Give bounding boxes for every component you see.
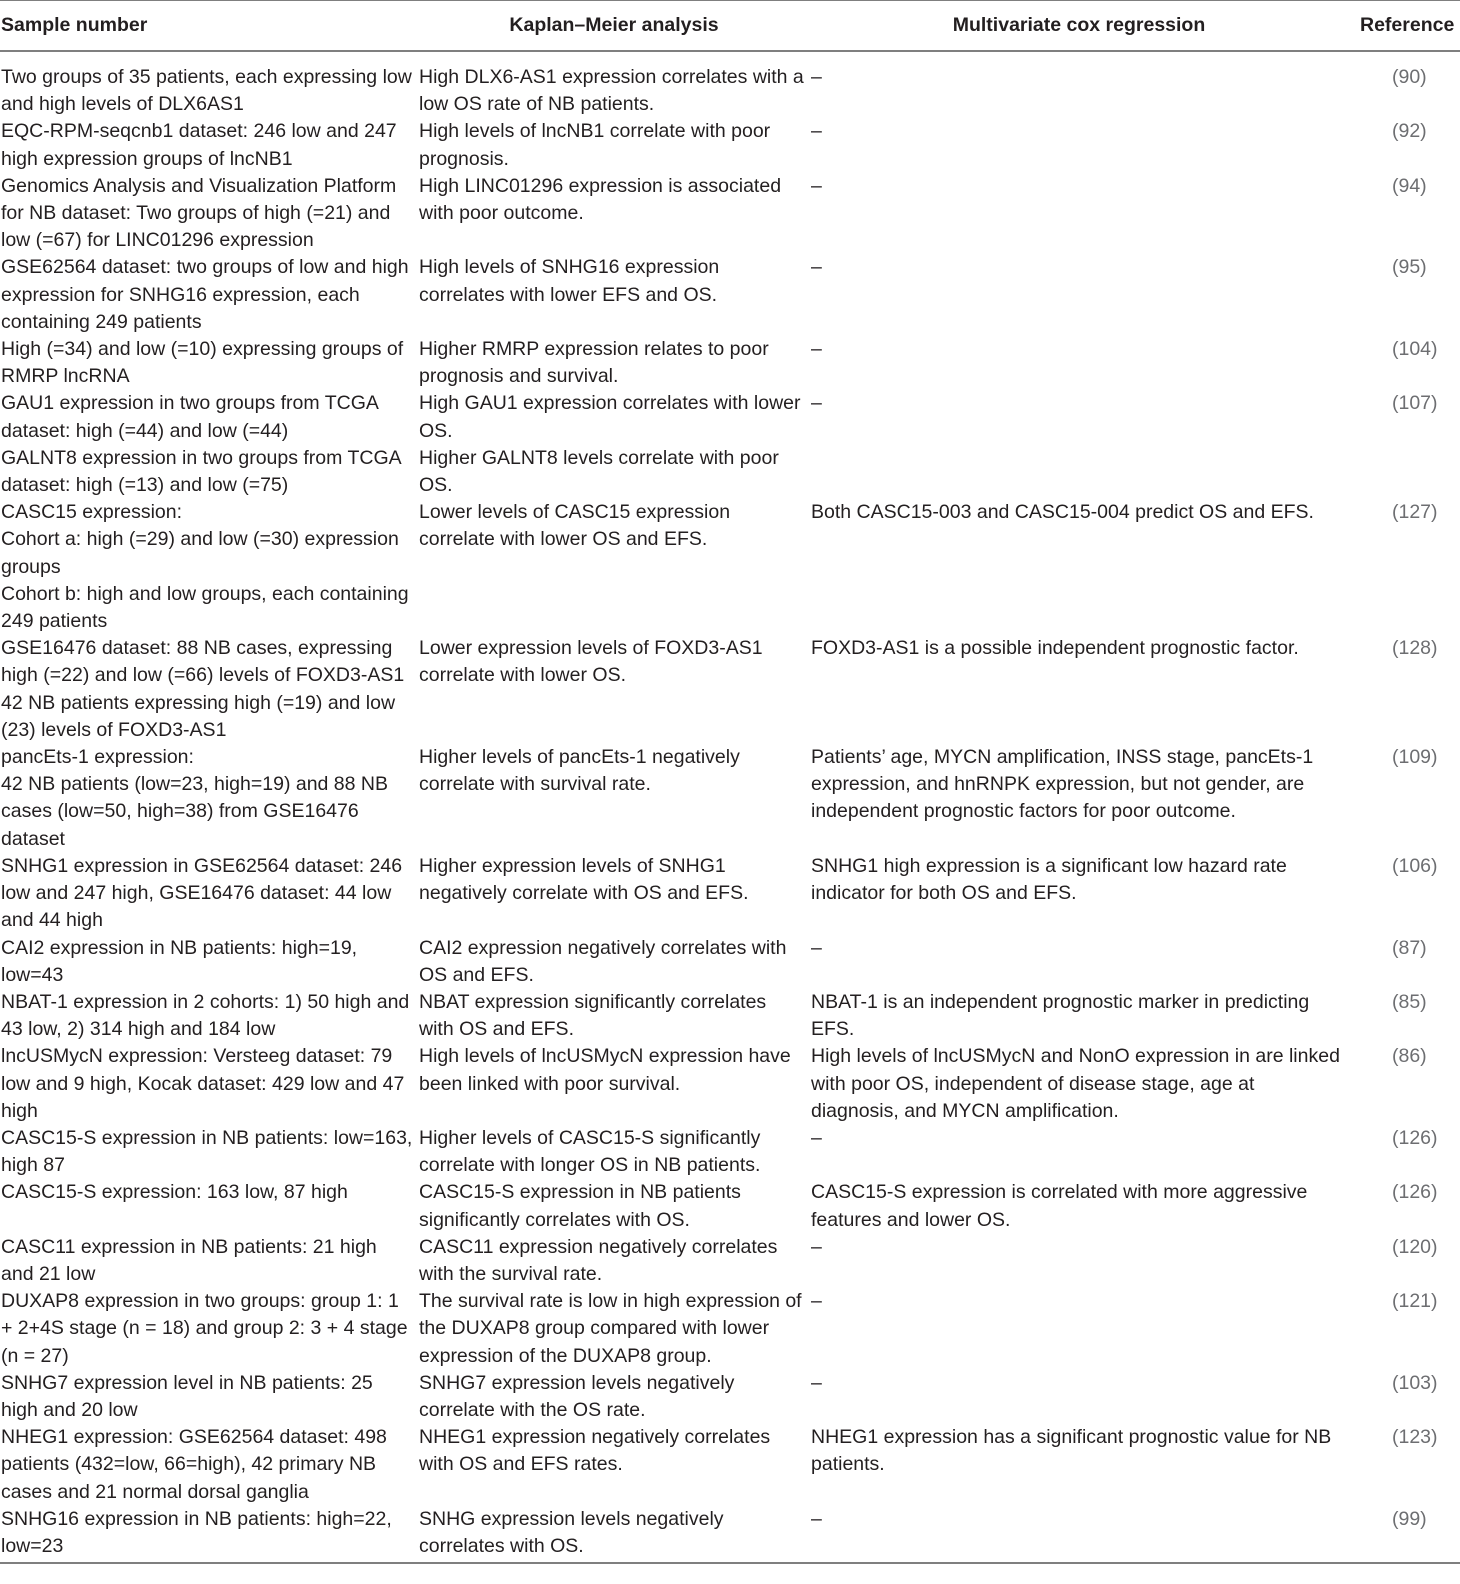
cell-kaplan-meier: The survival rate is low in high expression of the DUXAP8 group compared with lower expression of the DUXAP8 group. [419, 1290, 802, 1367]
cell-reference: (121) [1392, 1290, 1438, 1313]
cell-reference: (123) [1392, 1426, 1438, 1449]
cell-kaplan-meier: High levels of SNHG16 expression correlates with lower EFS and OS. [419, 256, 720, 306]
cell-reference: (106) [1392, 854, 1438, 877]
table-row [0, 173, 1460, 255]
cell-cox-regression: – [811, 174, 822, 197]
table-row [0, 1424, 1460, 1506]
cell-cox-regression: – [811, 1126, 822, 1149]
cell-kaplan-meier: Higher RMRP expression relates to poor prognosis and survival. [419, 338, 769, 388]
cell-sample: SNHG1 expression in GSE62564 dataset: 246 low and 247 high, GSE16476 dataset: 44 low and 44 high [1, 854, 403, 932]
cell-kaplan-meier: SNHG expression levels negatively correlates with OS. [418, 1506, 810, 1563]
cell-cox-regression: – [811, 936, 822, 959]
cell-sample: SNHG16 expression in NB patients: high=22, low=23 [0, 1506, 418, 1563]
cell-kaplan-meier: High levels of lncUSMycN expression have been linked with poor survival. [419, 1045, 791, 1095]
cell-reference: (86) [1392, 1045, 1427, 1068]
cell-cox-regression: – [811, 1290, 822, 1313]
table-row [0, 635, 1460, 744]
cell-sample: GSE62564 dataset: two groups of low and high expression for SNHG16 expression, each containing 249 patients [1, 256, 409, 333]
cell-kaplan-meier: Lower levels of CASC15 expression correlate with lower OS and EFS. [419, 501, 731, 551]
cell-sample: High (=34) and low (=10) expressing groups of RMRP lncRNA [1, 338, 404, 388]
table-row [0, 1506, 1460, 1563]
cell-kaplan-meier: SNHG7 expression levels negatively correlate with the OS rate. [419, 1371, 735, 1421]
header-row [0, 1, 1460, 52]
cell-cox-regression: CASC15-S expression is correlated with more aggressive features and lower OS. [811, 1181, 1308, 1231]
cell-cox-regression: – [810, 1506, 1348, 1563]
cell-sample: CASC15-S expression: 163 low, 87 high [1, 1181, 348, 1204]
cell-reference: (109) [1392, 746, 1438, 769]
table-row [0, 1179, 1460, 1233]
table-row [0, 445, 1460, 499]
table-row [0, 118, 1460, 172]
cell-sample: NHEG1 expression: GSE62564 dataset: 498 patients (432=low, 66=high), 42 primary NB cases and 21 normal dorsal ganglia [1, 1426, 387, 1503]
cell-cox-regression: – [811, 338, 822, 361]
cell-kaplan-meier: CAI2 expression negatively correlates with OS and EFS. [419, 936, 787, 986]
cell-reference: (87) [1392, 936, 1427, 959]
header-reference: Reference [1348, 1, 1460, 52]
cell-sample: NBAT-1 expression in 2 cohorts: 1) 50 high and 43 low, 2) 314 high and 184 low [1, 990, 410, 1041]
table-row [0, 1288, 1460, 1370]
table-row [0, 51, 1460, 118]
table-row [0, 499, 1460, 635]
cell-kaplan-meier: Higher GALNT8 levels correlate with poor OS. [419, 446, 779, 497]
cell-sample: GAU1 expression in two groups from TCGA dataset: high (=44) and low (=44) [1, 392, 378, 442]
table-row [0, 1234, 1460, 1288]
cell-sample: CASC15 expression: Cohort a: high (=29) and low (=30) expression groups Cohort b: high and low groups, each containing 249 patients [1, 501, 409, 633]
cell-cox-regression: FOXD3-AS1 is a possible independent prognostic factor. [811, 637, 1299, 660]
cell-kaplan-meier: High GAU1 expression correlates with lower OS. [419, 392, 801, 442]
table-row [0, 935, 1460, 989]
cell-kaplan-meier: CASC15-S expression in NB patients significantly correlates with OS. [419, 1181, 741, 1231]
table-row [0, 989, 1460, 1043]
cell-reference: (94) [1392, 174, 1427, 197]
cell-cox-regression: NBAT-1 is an independent prognostic marker in predicting EFS. [811, 990, 1310, 1041]
cell-kaplan-meier: Higher levels of pancEts-1 negatively correlate with survival rate. [419, 746, 740, 796]
cell-cox-regression: – [811, 66, 822, 88]
cell-reference: (126) [1392, 1126, 1438, 1149]
table-row [0, 390, 1460, 444]
cell-cox-regression: – [811, 120, 822, 143]
cell-sample: lncUSMycN expression: Versteeg dataset: 79 low and 9 high, Kocak dataset: 429 low and 47 high [1, 1045, 405, 1122]
table-row [0, 1125, 1460, 1179]
table-row [0, 853, 1460, 935]
cell-kaplan-meier: CASC11 expression negatively correlates with the survival rate. [419, 1235, 778, 1285]
cell-sample: GALNT8 expression in two groups from TCGA dataset: high (=13) and low (=75) [1, 446, 401, 497]
cell-cox-regression: – [811, 392, 822, 415]
table-row [0, 1370, 1460, 1424]
cell-reference: (99) [1348, 1506, 1460, 1563]
cell-cox-regression: NHEG1 expression has a significant prognostic value for NB patients. [811, 1426, 1332, 1476]
cell-sample: CASC11 expression in NB patients: 21 high and 21 low [1, 1235, 377, 1285]
cell-reference: (128) [1392, 637, 1438, 660]
cell-kaplan-meier: High levels of lncNB1 correlate with poor prognosis. [419, 120, 771, 170]
cell-cox-regression: – [811, 1235, 822, 1258]
cell-cox-regression: Both CASC15-003 and CASC15-004 predict OS and EFS. [811, 501, 1314, 524]
table-row [0, 336, 1460, 390]
cell-kaplan-meier: NHEG1 expression negatively correlates with OS and EFS rates. [419, 1426, 771, 1476]
cell-kaplan-meier: High DLX6-AS1 expression correlates with a low OS rate of NB patients. [419, 66, 804, 116]
cell-reference: (90) [1392, 66, 1427, 88]
header-cox-regression: Multivariate cox regression [810, 1, 1348, 52]
header-kaplan-meier: Kaplan–Meier analysis [418, 1, 810, 52]
cell-reference: (126) [1392, 1181, 1438, 1204]
cell-sample: SNHG7 expression level in NB patients: 25 high and 20 low [1, 1371, 373, 1421]
cell-kaplan-meier: Lower expression levels of FOXD3-AS1 correlate with lower OS. [419, 637, 763, 687]
cell-reference: (92) [1392, 120, 1427, 143]
cell-sample: GSE16476 dataset: 88 NB cases, expressing high (=22) and low (=66) levels of FOXD3-AS1 42 NB patients expressing high (=19) and low (23) levels of FOXD3-AS1 [1, 637, 405, 741]
cell-reference: (85) [1392, 990, 1427, 1013]
cell-reference: (107) [1392, 392, 1438, 415]
cell-sample: DUXAP8 expression in two groups: group 1: 1 + 2+4S stage (n = 18) and group 2: 3 + 4 stage (n = 27) [1, 1290, 408, 1367]
table-row [0, 254, 1460, 336]
cell-cox-regression: High levels of lncUSMycN and NonO expression in are linked with poor OS, independent of disease stage, age at diagnosis, and MYCN amplification. [811, 1045, 1340, 1122]
cell-cox-regression [810, 445, 1348, 499]
table-body [0, 51, 1460, 1563]
cell-sample: CAI2 expression in NB patients: high=19, low=43 [1, 936, 358, 986]
cell-kaplan-meier: Higher levels of CASC15-S significantly correlate with longer OS in NB patients. [419, 1126, 761, 1177]
cell-kaplan-meier: Higher expression levels of SNHG1 negatively correlate with OS and EFS. [419, 854, 749, 905]
cell-cox-regression: – [811, 1371, 822, 1394]
cell-reference: (127) [1392, 501, 1438, 524]
cell-kaplan-meier: NBAT expression significantly correlates with OS and EFS. [419, 990, 767, 1041]
cell-cox-regression: – [811, 256, 822, 279]
cell-sample: Genomics Analysis and Visualization Platform for NB dataset: Two groups of high (=21) and low (=67) for LINC01296 expression [1, 174, 397, 252]
cell-cox-regression: Patients’ age, MYCN amplification, INSS stage, pancEts-1 expression, and hnRNPK expression, but not gender, are independent prognostic factors for poor outcome. [811, 746, 1314, 823]
cell-cox-regression: SNHG1 high expression is a significant low hazard rate indicator for both OS and EFS. [811, 854, 1287, 905]
table-row [0, 744, 1460, 853]
cell-reference: (104) [1392, 338, 1438, 361]
table-row [0, 1043, 1460, 1125]
cell-sample: Two groups of 35 patients, each expressing low and high levels of DLX6AS1 [1, 66, 412, 116]
cell-kaplan-meier: High LINC01296 expression is associated with poor outcome. [419, 174, 782, 225]
cell-sample: EQC-RPM-seqcnb1 dataset: 246 low and 247 high expression groups of lncNB1 [1, 120, 397, 170]
cell-sample: CASC15-S expression in NB patients: low=163, high 87 [1, 1126, 413, 1177]
cell-reference: (95) [1392, 256, 1427, 279]
cell-reference [1348, 445, 1460, 499]
cell-reference: (103) [1392, 1371, 1438, 1394]
cell-reference: (120) [1392, 1235, 1438, 1258]
header-sample-number: Sample number [0, 1, 418, 52]
cell-sample: pancEts-1 expression: 42 NB patients (low=23, high=19) and 88 NB cases (low=50, high=38) from GSE16476 dataset [1, 746, 389, 850]
